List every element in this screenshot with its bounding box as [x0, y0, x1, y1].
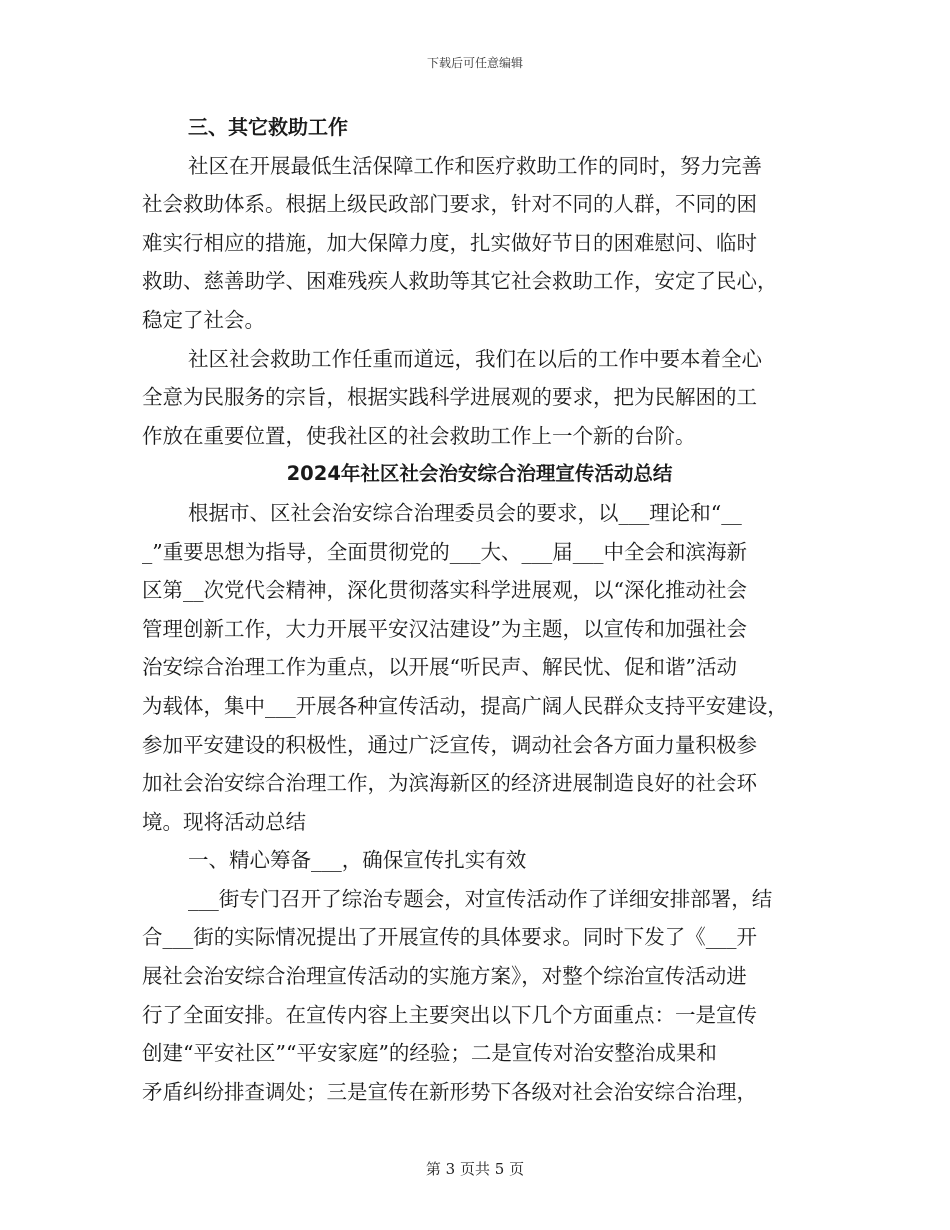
page-header-note: 下载后可任意编辑	[426, 56, 523, 70]
paragraph-line: 管理创新工作，大力开展平安汉沽建设”为主题，以宣传和加强社会	[142, 616, 747, 641]
document-body	[142, 108, 817, 1111]
paragraph-line: 难实行相应的措施，加大保障力度，扎实做好节日的困难慰问、临时	[142, 230, 757, 255]
paragraph-line: 区第__次党代会精神，深化贯彻落实科学进展观，以“深化推动社会	[142, 578, 747, 603]
paragraph-line: 根据市、区社会治安综合治理委员会的要求，以___理论和“__	[188, 500, 742, 525]
paragraph-line: 救助、慈善助学、困难残疾人救助等其它社会救助工作，安定了民心，	[142, 269, 778, 294]
paragraph-line: 为载体，集中___开展各种宣传活动，提高广阔人民群众支持平安建设，	[142, 693, 788, 718]
paragraph-line: 合___街的实际情况提出了开展宣传的具体要求。同时下发了《___开	[142, 925, 757, 950]
paragraph-line: 稳定了社会。	[142, 307, 265, 332]
paragraph-line: 作放在重要位置，使我社区的社会救助工作上一个新的台阶。	[142, 423, 696, 448]
paragraph-line: 展社会治安综合治理宣传活动的实施方案》，对整个综治宣传活动进	[142, 964, 747, 989]
paragraph-line: 社会救助体系。根据上级民政部门要求，针对不同的人群，不同的困	[142, 192, 757, 217]
paragraph-line: 社区在开展最低生活保障工作和医疗救助工作的同时，努力完善	[188, 153, 762, 178]
page-number: 第 3 页共 5 页	[425, 1160, 525, 1178]
paragraph-line: _”重要思想为指导，全面贯彻党的___大、___届___中全会和滨海新	[142, 539, 747, 564]
paragraph-line: 加社会治安综合治理工作，为滨海新区的经济进展制造良好的社会环	[142, 771, 757, 796]
paragraph-line: 境。现将活动总结	[142, 809, 306, 834]
paragraph-line: ___街专门召开了综治专题会，对宣传活动作了详细安排部署，结	[188, 886, 773, 911]
document-title: 2024年社区社会治安综合治理宣传活动总结	[286, 462, 673, 486]
paragraph-line: 创建“平安社区”“平安家庭”的经验；二是宣传对治安整治成果和	[142, 1041, 717, 1066]
paragraph-line: 参加平安建设的积极性，通过广泛宣传，调动社会各方面力量积极参	[142, 732, 757, 757]
section-heading: 三、其它救助工作	[188, 115, 348, 139]
paragraph-line: 社区社会救助工作任重而道远，我们在以后的工作中要本着全心	[188, 346, 762, 371]
paragraph-line: 治安综合治理工作为重点，以开展“听民声、解民忧、促和谐”活动	[142, 655, 737, 680]
subsection-heading: 一、精心筹备___，确保宣传扎实有效	[188, 848, 527, 873]
paragraph-line: 行了全面安排。在宣传内容上主要突出以下几个方面重点：一是宣传	[142, 1002, 757, 1027]
paragraph-line: 全意为民服务的宗旨，根据实践科学进展观的要求，把为民解困的工	[142, 385, 757, 410]
paragraph-line: 矛盾纠纷排查调处；三是宣传在新形势下各级对社会治安综合治理，	[142, 1079, 757, 1104]
